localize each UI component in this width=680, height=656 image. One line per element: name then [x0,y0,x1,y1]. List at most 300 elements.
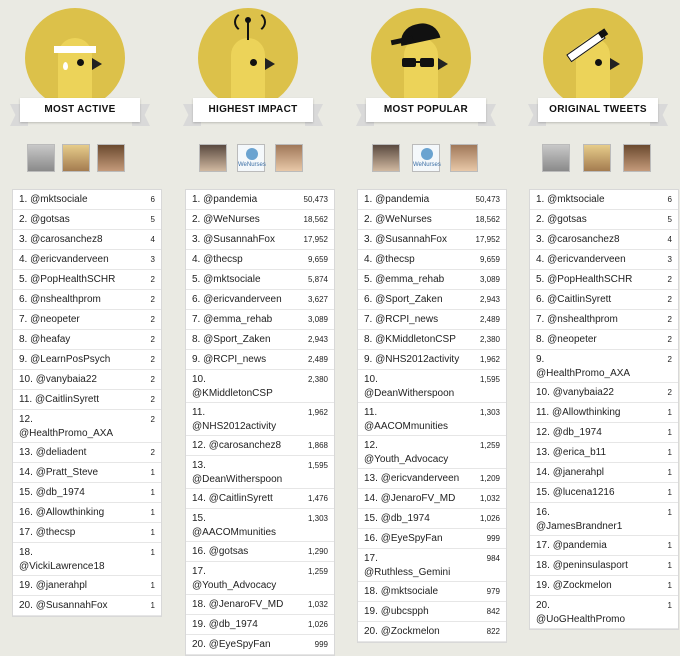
user-handle-link[interactable]: @mktsociale [380,586,439,597]
avatar[interactable] [275,144,303,172]
user-handle-link[interactable]: @ericvanderveen [30,254,109,265]
rank-number: 19. [364,606,378,617]
list-item[interactable] [13,350,161,370]
list-item[interactable] [530,290,678,310]
rank-number: 11. [192,407,206,418]
list-item[interactable] [358,230,506,250]
user-handle-link[interactable]: @Zockmelon [380,626,440,637]
user-handle-link[interactable]: @DeanWitherspoon [192,474,283,485]
user-handle-link[interactable]: @RCPI_news [203,354,267,365]
list-item[interactable] [13,190,161,210]
column-title: MOST POPULAR [366,98,486,122]
list-item[interactable] [186,310,334,330]
user-handle-link[interactable]: @NHS2012activity [375,354,460,365]
metric-value: 17,952 [475,235,500,244]
column-highest-impact [178,0,328,650]
metric-value: 2,489 [479,315,500,324]
user-handle-link[interactable]: @peninsulasport [552,560,628,571]
user-handle-link[interactable]: @WeNurses [203,214,260,225]
user-handle-link[interactable]: @ericvanderveen [547,254,626,265]
user-handle-link[interactable]: @CaitlinSyrett [547,294,612,305]
user-handle-link[interactable]: @carosanchez8 [30,234,103,245]
user-handle-link[interactable]: @pandemia [203,194,258,205]
list-item[interactable] [358,469,506,489]
user-handle-link[interactable]: @emma_rehab [203,314,273,325]
list-item[interactable] [186,403,334,436]
avatar-wenurses[interactable]: WeNurses [412,144,440,172]
user-handle-link[interactable]: @LearnPosPsych [30,354,111,365]
list-item[interactable] [358,370,506,403]
metric-value: 1 [150,468,155,477]
rank-number: 12. [19,414,33,425]
rank-number: 18. [536,560,550,571]
list-item[interactable] [13,270,161,290]
rank-number: 8. [364,334,373,345]
list-item[interactable] [13,483,161,503]
metric-value: 50,473 [303,195,328,204]
column-title: MOST ACTIVE [20,98,140,122]
list-item[interactable] [186,190,334,210]
list-item[interactable] [13,503,161,523]
metric-value: 1,303 [479,408,500,417]
metric-value: 5,874 [307,275,328,284]
metric-value: 2 [150,395,155,404]
user-handle-link[interactable]: @db_1974 [208,619,258,630]
list-item[interactable] [186,230,334,250]
list-item[interactable] [530,330,678,350]
metric-value: 4 [667,235,672,244]
metric-value: 2,943 [307,335,328,344]
user-handle-link[interactable]: @DeanWitherspoon [364,388,455,399]
list-item[interactable] [13,543,161,576]
metric-value: 1 [150,488,155,497]
metric-value: 3,089 [307,315,328,324]
metric-value: 1 [667,601,672,610]
rank-number: 16. [192,546,206,557]
user-handle-link[interactable]: @Youth_Advocacy [192,580,277,591]
list-item[interactable] [186,370,334,403]
user-handle-link[interactable]: @Sport_Zaken [203,334,271,345]
list-item[interactable] [530,230,678,250]
user-handle-link[interactable]: @thecsp [203,254,243,265]
metric-value: 1 [667,468,672,477]
rank-number: 19. [192,619,206,630]
user-handle-link[interactable]: @mktsociale [30,194,88,205]
user-handle-link[interactable]: @carosanchez8 [208,440,282,451]
rank-number: 16. [536,507,550,518]
list-item[interactable] [530,310,678,330]
badge-original-tweets [523,0,673,130]
rank-number: 4. [19,254,28,265]
metric-value: 9,659 [479,255,500,264]
rank-number: 7. [192,314,201,325]
avatar[interactable] [583,144,611,172]
metric-value: 2 [150,295,155,304]
list-item[interactable] [13,330,161,350]
list-item[interactable] [530,270,678,290]
list-item[interactable] [13,596,161,616]
list-item[interactable] [186,562,334,595]
user-handle-link[interactable]: @neopeter [30,314,80,325]
rank-number: 2. [536,214,545,225]
metric-value: 6 [150,195,155,204]
metric-value: 6 [667,195,672,204]
user-handle-link[interactable]: @janerahpl [552,467,604,478]
user-handle-link[interactable]: @PopHealthSCHR [547,274,633,285]
avatar[interactable] [62,144,90,172]
list-item[interactable] [186,270,334,290]
list-item[interactable] [13,250,161,270]
user-handle-link[interactable]: @AACOMmunities [192,527,277,538]
metric-value: 18,562 [303,215,328,224]
user-handle-link[interactable]: @ericvanderveen [203,294,282,305]
rank-number: 9. [536,354,545,365]
list-item[interactable] [13,310,161,330]
user-handle-link[interactable]: @ubcspph [380,606,429,617]
user-handle-link[interactable]: @VickiLawrence18 [19,561,105,572]
user-handle-link[interactable]: @KMiddletonCSP [375,334,456,345]
column-title: HIGHEST IMPACT [193,98,313,122]
metric-value: 2,489 [307,355,328,364]
list-item[interactable] [530,190,678,210]
user-handle-link[interactable]: @vanybaia22 [35,374,97,385]
list-item[interactable] [530,556,678,576]
user-handle-link[interactable]: @WeNurses [375,214,432,225]
list-item[interactable] [530,463,678,483]
list-item[interactable] [530,403,678,423]
user-handle-link[interactable]: @CaitlinSyrett [208,493,273,504]
rank-number: 10. [536,387,550,398]
user-handle-link[interactable]: @db_1974 [552,427,602,438]
user-handle-link[interactable]: @JenaroFV_MD [208,599,284,610]
list-item[interactable] [13,443,161,463]
rank-number: 12. [536,427,550,438]
rank-number: 20. [19,600,33,611]
user-handle-link[interactable]: @Allowthinking [551,407,621,418]
metric-value: 1 [150,548,155,557]
list-item[interactable] [13,576,161,596]
list-item[interactable] [530,536,678,556]
user-handle-link[interactable]: @heafay [30,334,71,345]
list-item[interactable] [530,576,678,596]
list-item[interactable] [186,210,334,230]
list-item[interactable] [358,529,506,549]
metric-value: 1,303 [307,514,328,523]
metric-value: 999 [486,534,500,543]
user-handle-link[interactable]: @RCPI_news [375,314,439,325]
user-handle-link[interactable]: @Ruthless_Gemini [364,567,451,578]
user-handle-link[interactable]: @JamesBrandner1 [536,521,623,532]
bird-antenna-icon [198,8,298,108]
metric-value: 1 [150,581,155,590]
list-item[interactable] [186,330,334,350]
list-item[interactable] [358,190,506,210]
metric-value: 1 [667,408,672,417]
badge-most-active [5,0,155,130]
list-item[interactable] [358,622,506,642]
metric-value: 2 [150,315,155,324]
rank-number: 15. [536,487,550,498]
rank-number: 13. [536,447,550,458]
user-handle-link[interactable]: @SusannahFox [375,234,447,245]
rank-number: 13. [19,447,33,458]
rank-number: 9. [192,354,201,365]
list-item[interactable] [186,436,334,456]
user-handle-link[interactable]: @mktsociale [203,274,261,285]
metric-value: 979 [486,587,500,596]
rank-number: 19. [536,580,550,591]
user-handle-link[interactable]: @ericvanderveen [380,473,460,484]
avatar[interactable] [450,144,478,172]
list-item[interactable] [186,489,334,509]
rank-number: 14. [19,467,33,478]
list-item[interactable] [13,370,161,390]
list-item[interactable] [13,410,161,443]
list-item[interactable] [358,403,506,436]
user-handle-link[interactable]: @Sport_Zaken [375,294,443,305]
rank-number: 4. [536,254,545,265]
user-handle-link[interactable]: @emma_rehab [375,274,445,285]
list-item[interactable] [530,596,678,629]
rank-number: 20. [364,626,378,637]
rank-number: 6. [19,294,28,305]
user-handle-link[interactable]: @mktsociale [547,194,605,205]
rank-number: 6. [364,294,373,305]
user-handle-link[interactable]: @JenaroFV_MD [380,493,456,504]
user-handle-link[interactable]: @deliadent [35,447,87,458]
metric-value: 2 [667,275,672,284]
metric-value: 1 [150,508,155,517]
rank-number: 16. [19,507,33,518]
user-handle-link[interactable]: @Allowthinking [35,507,105,518]
rank-number: 2. [19,214,28,225]
rank-number: 11. [364,407,378,418]
rank-number: 10. [364,374,378,385]
list-item[interactable] [358,350,506,370]
user-handle-link[interactable]: @nshealthprom [30,294,101,305]
list-item[interactable] [186,615,334,635]
list-item[interactable] [186,350,334,370]
list-item[interactable] [13,463,161,483]
bird-headband-icon [25,8,125,108]
user-handle-link[interactable]: @SusannahFox [203,234,275,245]
metric-value: 1,595 [307,461,328,470]
metric-value: 1 [667,541,672,550]
list-item[interactable] [530,423,678,443]
rank-number: 5. [19,274,28,285]
metric-value: 5 [667,215,672,224]
metric-value: 18,562 [475,215,500,224]
rank-number: 19. [19,580,33,591]
leaderboard-list [529,189,679,630]
user-handle-link[interactable]: @neopeter [547,334,597,345]
user-handle-link[interactable]: @Youth_Advocacy [364,454,449,465]
user-handle-link[interactable]: @thecsp [35,527,76,538]
list-item[interactable] [186,456,334,489]
rank-number: 5. [192,274,201,285]
metric-value: 2 [150,355,155,364]
metric-value: 2 [150,448,155,457]
leaderboard-list [12,189,162,617]
user-handle-link[interactable]: @gotsas [30,214,70,225]
list-item[interactable] [358,549,506,582]
metric-value: 984 [486,554,500,563]
rank-number: 2. [364,214,373,225]
user-handle-link[interactable]: @janerahpl [35,580,87,591]
list-item[interactable] [186,509,334,542]
list-item[interactable] [186,542,334,562]
list-item[interactable] [186,250,334,270]
rank-number: 12. [192,440,206,451]
rank-number: 10. [192,374,206,385]
rank-number: 20. [536,600,550,611]
avatar[interactable] [623,144,651,172]
list-item[interactable] [358,602,506,622]
list-item[interactable] [530,483,678,503]
list-item[interactable] [358,310,506,330]
list-item[interactable] [358,270,506,290]
user-handle-link[interactable]: @EyeSpyFan [380,533,443,544]
avatar-wenurses[interactable]: WeNurses [237,144,265,172]
metric-value: 1 [667,488,672,497]
rank-number: 15. [19,487,33,498]
list-item[interactable] [358,290,506,310]
list-item[interactable] [530,503,678,536]
user-handle-link[interactable]: @pandemia [552,540,607,551]
rank-number: 7. [19,314,28,325]
rank-number: 3. [536,234,545,245]
rank-number: 17. [536,540,550,551]
list-item[interactable] [13,230,161,250]
list-item[interactable] [358,509,506,529]
list-item[interactable] [530,250,678,270]
metric-value: 1 [667,428,672,437]
metric-value: 2 [150,415,155,424]
rank-number: 4. [192,254,201,265]
list-item[interactable] [530,210,678,230]
rank-number: 1. [19,194,28,205]
metric-value: 1,868 [307,441,328,450]
list-item[interactable] [358,250,506,270]
rank-number: 8. [192,334,201,345]
user-handle-link[interactable]: @NHS2012activity [192,421,277,432]
list-item[interactable] [358,582,506,602]
user-handle-link[interactable]: @gotsas [208,546,249,557]
user-handle-link[interactable]: @vanybaia22 [552,387,614,398]
rank-number: 8. [19,334,28,345]
list-item[interactable] [530,350,678,383]
user-handle-link[interactable]: @gotsas [547,214,587,225]
metric-value: 2 [667,315,672,324]
user-handle-link[interactable]: @UoGHealthPromo [536,614,626,625]
user-handle-link[interactable]: @thecsp [375,254,415,265]
metric-value: 5 [150,215,155,224]
column-most-popular [351,0,501,637]
avatar[interactable] [27,144,55,172]
rank-number: 9. [364,354,373,365]
metric-value: 1 [667,508,672,517]
metric-value: 3,627 [307,295,328,304]
metric-value: 9,659 [307,255,328,264]
metric-value: 1,476 [307,494,328,503]
badge-most-popular [351,0,501,130]
list-item[interactable] [358,436,506,469]
list-item[interactable] [358,210,506,230]
user-handle-link[interactable]: @HealthPromo_AXA [536,368,631,379]
user-handle-link[interactable]: @pandemia [375,194,430,205]
rank-number: 14. [364,493,378,504]
column-most-active [5,0,155,611]
user-handle-link[interactable]: @SusannahFox [35,600,108,611]
user-handle-link[interactable]: @db_1974 [35,487,85,498]
list-item[interactable] [13,523,161,543]
metric-value: 17,952 [303,235,328,244]
rank-number: 13. [364,473,378,484]
list-item[interactable] [358,489,506,509]
metric-value: 1,032 [307,600,328,609]
leaderboard-list [357,189,507,643]
user-handle-link[interactable]: @HealthPromo_AXA [19,428,114,439]
user-handle-link[interactable]: @CaitlinSyrett [34,394,100,405]
user-handle-link[interactable]: @lucena1216 [552,487,615,498]
rank-number: 20. [192,639,206,650]
rank-number: 8. [536,334,545,345]
rank-number: 1. [364,194,373,205]
rank-number: 9. [19,354,28,365]
rank-number: 5. [536,274,545,285]
avatar[interactable] [542,144,570,172]
rank-number: 11. [19,394,33,405]
metric-value: 1,259 [307,567,328,576]
user-handle-link[interactable]: @erica_b11 [552,447,607,458]
user-handle-link[interactable]: @KMiddletonCSP [192,388,273,399]
user-handle-link[interactable]: @carosanchez8 [547,234,620,245]
rank-number: 3. [364,234,373,245]
user-handle-link[interactable]: @AACOMmunities [364,421,449,432]
list-item[interactable] [530,443,678,463]
user-handle-link[interactable]: @nshealthprom [547,314,618,325]
list-item[interactable] [530,383,678,403]
list-item[interactable] [13,290,161,310]
avatar[interactable] [97,144,125,172]
rank-number: 11. [536,407,550,418]
list-item[interactable] [13,390,161,410]
user-handle-link[interactable]: @PopHealthSCHR [30,274,116,285]
list-item[interactable] [186,635,334,655]
rank-number: 10. [19,374,33,385]
metric-value: 1 [667,561,672,570]
list-item[interactable] [186,290,334,310]
metric-value: 1,290 [307,547,328,556]
user-handle-link[interactable]: @db_1974 [380,513,430,524]
rank-number: 6. [192,294,201,305]
metric-value: 2 [667,355,672,364]
list-item[interactable] [358,330,506,350]
user-handle-link[interactable]: @Zockmelon [552,580,612,591]
metric-value: 2 [150,375,155,384]
metric-value: 4 [150,235,155,244]
avatar[interactable] [199,144,227,172]
rank-number: 3. [19,234,28,245]
rank-number: 17. [19,527,33,538]
list-item[interactable] [186,595,334,615]
metric-value: 1,962 [307,408,328,417]
user-handle-link[interactable]: @Pratt_Steve [35,467,99,478]
list-item[interactable] [13,210,161,230]
bird-pencil-icon [543,8,643,108]
user-handle-link[interactable]: @EyeSpyFan [208,639,271,650]
avatar[interactable] [372,144,400,172]
